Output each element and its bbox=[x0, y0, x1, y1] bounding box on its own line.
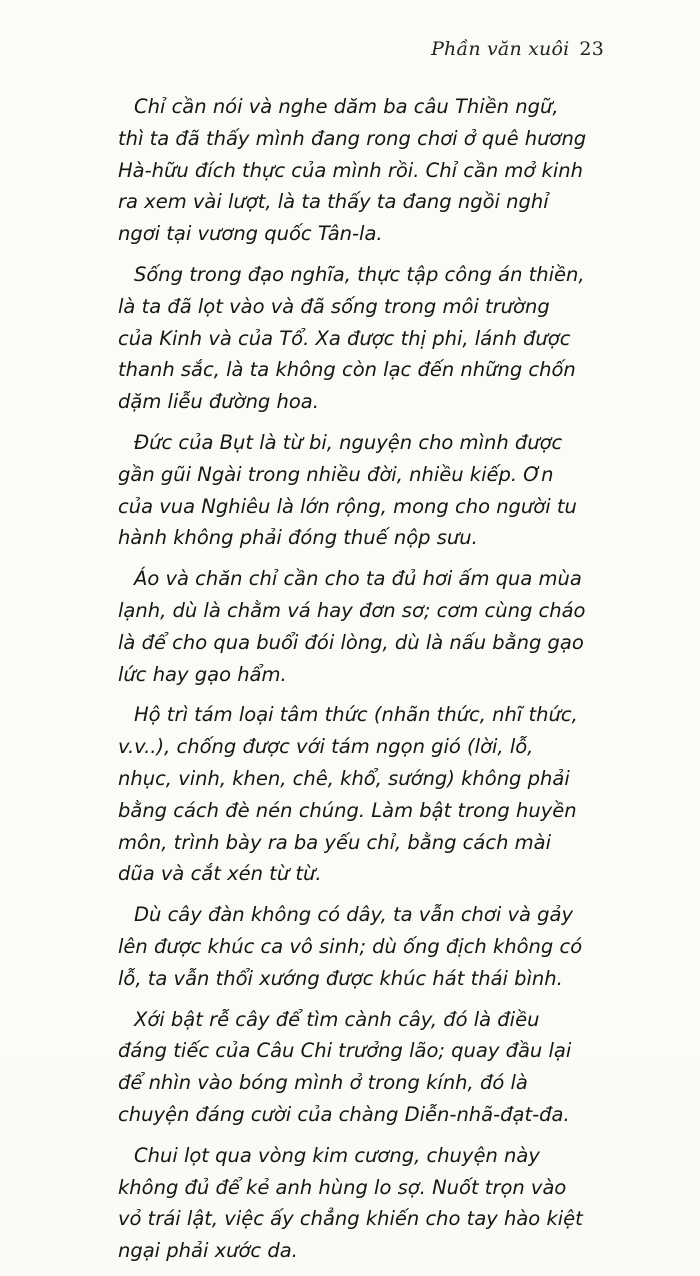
page-number: 23 bbox=[579, 38, 604, 60]
running-header bbox=[431, 38, 604, 60]
paragraph: Chui lọt qua vòng kim cương, chuyện này không đủ để kẻ anh hùng lo sợ. Nuốt trọn vào vỏ trái lật, việc ấy chẳng khiến cho tay hào kiệt ngại phải xước da. bbox=[118, 1143, 583, 1263]
paragraph: Hộ trì tám loại tâm thức (nhãn thức, nhĩ thức, v.v..), chống được với tám ngọn gió (lời, lỗ, nhục, vinh, khen, chê, khổ, sướng) không phải bằng cách đè nén chúng. Làm bật trong huyền môn, trình bày ra ba yếu chỉ, bằng cách mài dũa và cắt xén từ từ. bbox=[118, 703, 578, 886]
paragraph: Đức của Bụt là từ bi, nguyện cho mình được gần gũi Ngài trong nhiều đời, nhiều kiếp. Ơn của vua Nghiêu là lớn rộng, mong cho người tu hành không phải đóng thuế nộp sưu. bbox=[118, 430, 577, 550]
paragraph: Xới bật rễ cây để tìm cành cây, đó là điều đáng tiếc của Câu Chi trưởng lão; quay đầu lại để nhìn vào bóng mình ở trong kính, đó là chuyện đáng cười của chàng Diễn-nhã-đạt-đa. bbox=[118, 1007, 572, 1126]
section-title: Phần văn xuôi bbox=[431, 38, 570, 60]
paragraph: Chỉ cần nói và nghe dăm ba câu Thiền ngữ, thì ta đã thấy mình đang rong chơi ở quê hương Hà-hữu đích thực của mình rồi. Chỉ cần mở kinh ra xem vài lượt, là ta thấy ta đang ngồi nghỉ ngơi tại vương quốc Tân-la. bbox=[118, 95, 587, 246]
paragraph: Sống trong đạo nghĩa, thực tập công án thiền, là ta đã lọt vào và đã sống trong môi trường của Kinh và của Tổ. Xa được thị phi, lánh được thanh sắc, là ta không còn lạc đến những chốn dặm liễu đường hoa. bbox=[118, 262, 585, 414]
body-text bbox=[118, 91, 588, 1276]
paragraph: Áo và chăn chỉ cần cho ta đủ hơi ấm qua mùa lạnh, dù là chằm vá hay đơn sơ; cơm cùng cháo là để cho qua buổi đói lòng, dù là nấu bằng gạo lức hay gạo hẩm. bbox=[118, 567, 586, 686]
paragraph: Dù cây đàn không có dây, ta vẫn chơi và gảy lên được khúc ca vô sinh; dù ống địch không có lỗ, ta vẫn thổi xướng được khúc hát thái bình. bbox=[118, 903, 583, 990]
